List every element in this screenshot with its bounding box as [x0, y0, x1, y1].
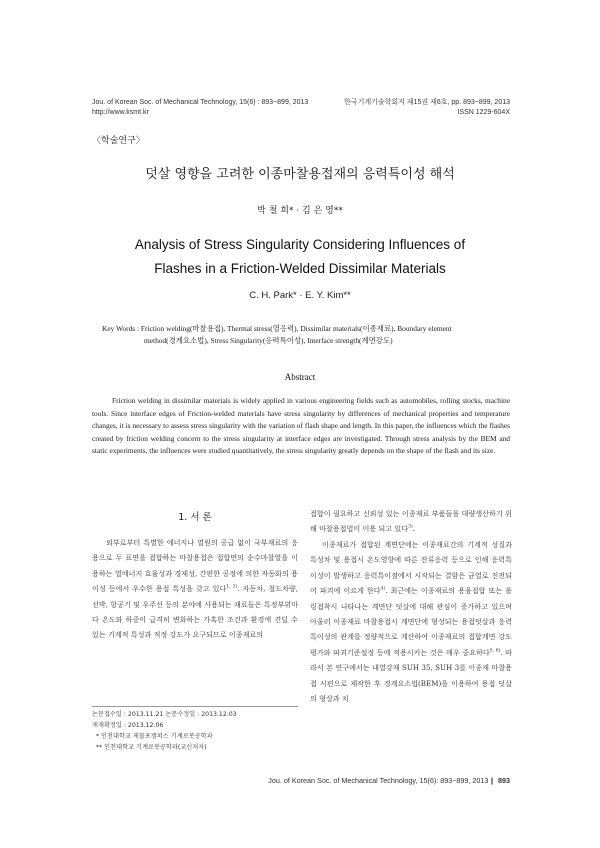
citation-ref[interactable]: 3) [408, 525, 413, 531]
journal-issn: ISSN 1229-604X [457, 109, 510, 116]
intro-text-part2: . 자동차, 철도차량, 선박, 항공기 및 우주선 등의 분야에 사용되는 재료들은 특정부위마다 온도와 하중이 급격히 변화하는 가혹한 조건과 환경에 견딜 수 있는 기계적 특성과 적정 강도가 요구되므로 이종재료의 [92, 584, 299, 640]
intro-right-text2: 이종재료가 접합된 계면단에는 이종재료간의 기계적 성질과 특성차 및 용접시 온도영향에 따른 잔류응력 등으로 인해 응력특이성이 발생하고 응력특이점에서 시작되는 결함은 균열로 진전되어 파괴에 이르게 한다 [310, 540, 512, 596]
intro-paragraph-left [92, 535, 298, 643]
footnote-received-dates: 논문접수일 : 2013.11.21 논문수정일 : 2013.12.03 [92, 711, 237, 718]
intro-text-part1: 외부로부터 특별한 에너지나 열원의 공급 없이 국부재료의 응용으로 두 표면을 접합하는 마찰용접은 접합면의 순수마찰열을 이용하는 열에너지 효율성과 경제성, 간편한 공정에 의한 자동화의 용이성 등에서 우수한 용접 특성을 갖고 있다 [92, 538, 298, 594]
title-english [0, 233, 600, 281]
intro-right-text2b: . 최근에는 이종재료의 용융접합 또는 롤링접착시 나타나는 계면단 덧살에 대해 관심이 증가하고 있으며 아울러 이종재료 마찰용접시 계면단에 형성되는 용접덧살과 응력특이성의 관계를 정량적으로 계산하여 이종재료의 접합계면 강도평가와 파괴기준설정 등에 적용시키는 것은 매우 중요하다 [310, 586, 513, 657]
title-english-line1: Analysis of Stress Singularity Considering Influences of [134, 237, 466, 252]
intro-right-text1-end: . [412, 524, 415, 534]
abstract-heading: Abstract [284, 372, 316, 382]
page-footer [268, 776, 510, 785]
keywords-line1: Friction welding(마찰용접), Thermal stress(열응력), Dissimilar materials(이종재료), Boundary element [140, 324, 452, 333]
authors-korean: 박 철 희* · 김 은 영** [257, 206, 343, 216]
title-english-line2: Flashes in a Friction-Welded Dissimilar Materials [154, 261, 446, 276]
intro-right-text1: 접합이 필요하고 신뢰성 있는 이종재료 부품들을 대량생산하기 위해 마찰용접법이 이용 되고 있다 [310, 509, 512, 534]
citation-ref[interactable]: 1, 2) [226, 584, 238, 590]
footnotes [92, 709, 302, 753]
journal-header-left [92, 98, 308, 118]
journal-citation: Jou. of Korean Soc. of Mechanical Technology, 15(6) : 893~899, 2013 [92, 99, 309, 106]
footnote-author1-affiliation: * 인천대학교 제물포캠퍼스 기계로봇공학과 [96, 733, 213, 740]
journal-header-right [344, 98, 510, 118]
title-korean: 덧살 영향을 고려한 이종마찰용접재의 응력특이성 해석 [145, 167, 455, 182]
article-category: 〈학술연구〉 [92, 136, 145, 146]
journal-url[interactable]: http://www.ksmt.kr [92, 109, 149, 116]
footnote-accepted-date: 게재확정일 : 2013.12.06 [92, 722, 164, 729]
footer-separator: ∥ [490, 776, 494, 785]
authors-english: C. H. Park* · E. Y. Kim** [249, 290, 351, 301]
keywords [102, 323, 522, 347]
section-heading-introduction: 1. 서 론 [178, 512, 212, 523]
intro-paragraph-right [310, 537, 512, 706]
citation-ref[interactable]: 5, 6) [489, 648, 501, 654]
keywords-line2: method(경계요소법), Stress Singularity(응력특이성), Interface strength(계면강도) [144, 336, 393, 345]
journal-citation-ko: 한국기계기술학회지 제15권 제6호, pp. 893~899, 2013 [344, 99, 510, 106]
footnote-author2-affiliation: ** 인천대학교 기계로봇공학과(교신저자) [96, 744, 207, 751]
abstract-text: Friction welding in dissimilar materials is widely applied in various engineering fields such as automobiles, rolling stocks, machine tools. Since interface edges of Friction-welded materials have stress singularity by differences of mechanical properties and temperature changes, it is necessary to assess stress singularity with the variation of flash shape and length. In this paper, the influences which the flashes created by friction welding concern to the stress singularity at interface edges are investigated. Through stress analysis by the BEM and static experiments, the influences were studied quantitatively, the stress singularity greatly depends on the shape of the flash and its size. [92, 396, 510, 456]
citation-ref[interactable]: 4) [380, 586, 386, 592]
keywords-label: Key Words : [102, 324, 141, 333]
intro-right-text2c: . 따라서 본 연구에서는 내열강재 SUH 35, SUH 3를 이종재 마찰용접 시편으로 제작한 후 경계요소법(BEM)을 이용하여 용접 덧살의 형상과 치 [310, 647, 512, 704]
page-number: 893 [498, 776, 510, 785]
footer-citation: Jou. of Korean Soc. of Mechanical Technology, 15(6): 893~899, 2013 [268, 776, 489, 785]
footnote-divider [92, 706, 298, 707]
intro-paragraph-right-continued [310, 506, 512, 537]
